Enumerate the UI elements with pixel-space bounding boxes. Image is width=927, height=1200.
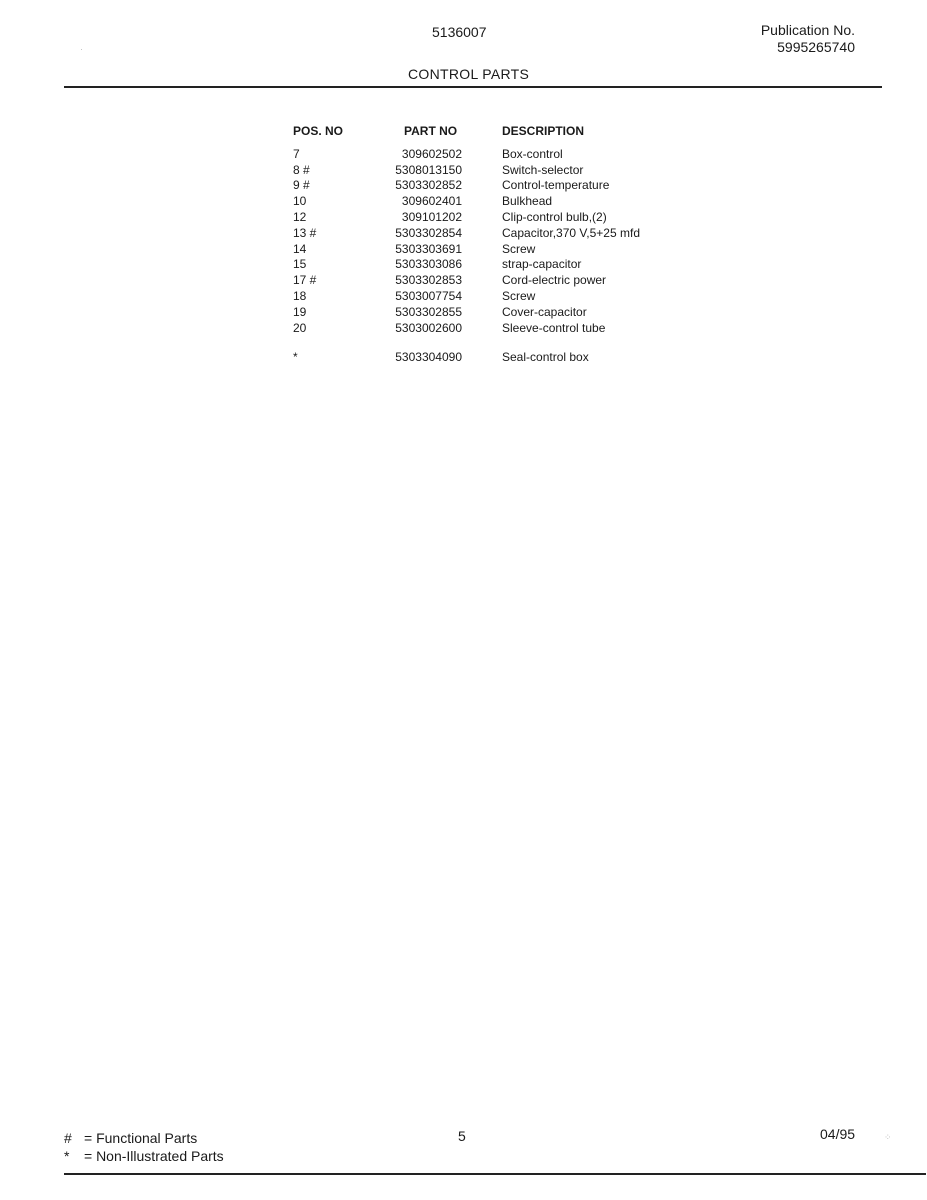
table-row xyxy=(293,194,722,210)
table-row xyxy=(293,289,722,305)
pos-cell: 15 xyxy=(293,257,307,272)
legend-text: = Functional Parts xyxy=(84,1130,198,1146)
description-cell: Capacitor,370 V,5+25 mfd xyxy=(502,225,640,240)
revision-date: 04/95 xyxy=(820,1126,856,1142)
pos-cell: 8 # xyxy=(293,162,310,177)
part-cell: 5303002600 xyxy=(395,320,462,335)
column-header-pos: POS. NO xyxy=(293,124,344,138)
part-cell: 5308013150 xyxy=(395,162,462,177)
table-row xyxy=(293,163,722,179)
table-header xyxy=(293,124,722,140)
footer-legend xyxy=(64,1129,224,1165)
part-cell: 309602502 xyxy=(401,146,462,161)
part-cell: 309602401 xyxy=(401,194,462,209)
pos-cell: 19 xyxy=(293,304,307,319)
pos-cell: 18 xyxy=(293,288,307,303)
pos-cell: * xyxy=(293,350,298,365)
publication-block xyxy=(761,22,855,56)
table-spacer xyxy=(293,336,722,350)
description-cell: Switch-selector xyxy=(502,162,584,177)
table-row-non-illustrated xyxy=(293,350,722,366)
table-row xyxy=(293,305,722,321)
scan-speck: ⁘ xyxy=(884,1132,892,1142)
part-cell: 5303302855 xyxy=(395,304,462,319)
part-cell: 5303304090 xyxy=(395,350,462,365)
pos-cell: 14 xyxy=(293,241,307,256)
publication-label: Publication No. xyxy=(760,22,855,38)
description-cell: strap-capacitor xyxy=(502,257,582,272)
part-cell: 5303303086 xyxy=(395,257,462,272)
publication-number: 5995265740 xyxy=(777,39,855,55)
table-row xyxy=(293,178,722,194)
table-body xyxy=(293,147,722,337)
description-cell: Screw xyxy=(502,288,536,303)
pos-cell: 7 xyxy=(293,146,300,161)
legend-symbol: * xyxy=(64,1148,70,1164)
part-cell: 5303302852 xyxy=(395,178,462,193)
page-number: 5 xyxy=(458,1128,466,1144)
description-cell: Sleeve-control tube xyxy=(502,320,606,335)
description-cell: Control-temperature xyxy=(502,178,610,193)
description-cell: Screw xyxy=(502,241,536,256)
pos-cell: 10 xyxy=(293,194,307,209)
description-cell: Clip-control bulb,(2) xyxy=(502,209,607,224)
part-cell: 5303302854 xyxy=(395,225,462,240)
table-row xyxy=(293,321,722,337)
section-title: CONTROL PARTS xyxy=(408,66,530,82)
description-cell: Box-control xyxy=(502,146,563,161)
pos-cell: 13 # xyxy=(293,225,317,240)
description-cell: Cord-electric power xyxy=(502,273,607,288)
table-row xyxy=(293,210,722,226)
table-row xyxy=(293,226,722,242)
table-row xyxy=(293,257,722,273)
model-number: 5136007 xyxy=(432,24,487,40)
part-cell: 309101202 xyxy=(401,209,462,224)
column-header-description: DESCRIPTION xyxy=(502,124,585,138)
parts-table xyxy=(293,124,722,366)
table-row xyxy=(293,273,722,289)
table-row xyxy=(293,242,722,258)
table-row xyxy=(293,147,722,163)
pos-cell: 12 xyxy=(293,209,307,224)
description-cell: Bulkhead xyxy=(502,194,553,209)
pos-cell: 9 # xyxy=(293,178,310,193)
legend-text: = Non-Illustrated Parts xyxy=(84,1148,224,1164)
column-header-part: PART NO xyxy=(404,124,458,138)
part-cell: 5303302853 xyxy=(395,273,462,288)
pos-cell: 20 xyxy=(293,320,307,335)
legend-item-functional xyxy=(64,1129,224,1147)
description-cell: Seal-control box xyxy=(502,350,589,365)
bottom-divider xyxy=(64,1173,926,1175)
scan-speck: · xyxy=(80,44,83,54)
legend-symbol: # xyxy=(64,1130,72,1146)
legend-item-non-illustrated xyxy=(64,1147,224,1165)
part-cell: 5303303691 xyxy=(395,241,462,256)
pos-cell: 17 # xyxy=(293,273,317,288)
part-cell: 5303007754 xyxy=(395,288,462,303)
top-divider xyxy=(64,86,882,88)
description-cell: Cover-capacitor xyxy=(502,304,587,319)
